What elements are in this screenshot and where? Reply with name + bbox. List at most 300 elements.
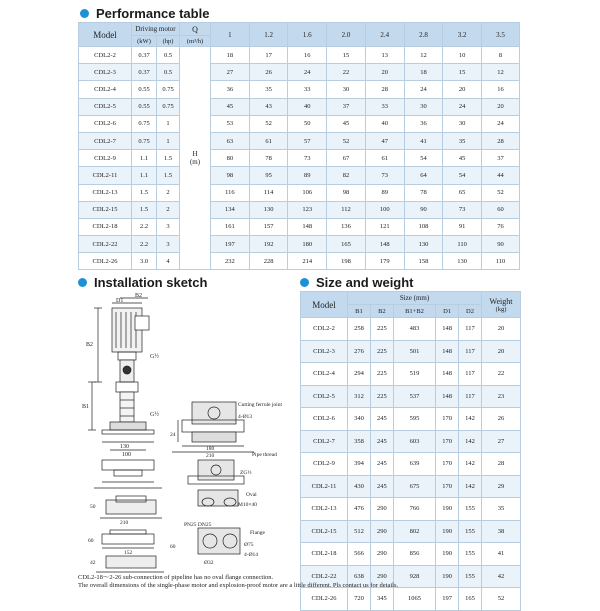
performance-table	[78, 22, 520, 270]
col-kw: (kW)	[132, 36, 157, 47]
cell-hp: 1.5	[157, 150, 180, 167]
head-label: H	[192, 150, 198, 159]
cell-model: CDL2-4	[301, 363, 348, 386]
col-weight	[482, 292, 521, 318]
cell-w: 26	[482, 408, 521, 431]
cell-model: CDL2-15	[79, 201, 132, 218]
cell-kw: 1.1	[132, 150, 157, 167]
cell-head: 41	[404, 132, 443, 149]
cell-head: 52	[482, 184, 520, 201]
cell-head: 148	[365, 236, 404, 253]
cell-head: 76	[482, 218, 520, 235]
cell-b2: 245	[370, 453, 393, 476]
cell-head: 40	[365, 115, 404, 132]
cell-b1b2: 483	[393, 318, 435, 341]
cell-head: 24	[443, 98, 482, 115]
table-row	[79, 98, 520, 115]
cell-d2: 142	[459, 430, 482, 453]
installation-title-block	[78, 275, 207, 290]
flow-header: 1	[211, 23, 250, 47]
size-body	[301, 318, 521, 611]
table-row	[79, 150, 520, 167]
cell-head: 35	[249, 81, 288, 98]
cell-head: 78	[249, 150, 288, 167]
cell-model: CDL2-9	[301, 453, 348, 476]
cell-model: CDL2-13	[301, 498, 348, 521]
label-60b: 60	[170, 544, 176, 550]
cell-hp: 0.75	[157, 81, 180, 98]
label-zg: ZG½	[240, 470, 252, 476]
cell-w: 20	[482, 340, 521, 363]
cell-model: CDL2-3	[301, 340, 348, 363]
cell-hp: 3	[157, 236, 180, 253]
table-row	[301, 588, 521, 611]
cell-kw: 2.2	[132, 236, 157, 253]
cell-b1b2: 675	[393, 475, 435, 498]
cell-head: 37	[482, 150, 520, 167]
cell-kw: 0.55	[132, 98, 157, 115]
cell-head: 8	[482, 47, 520, 64]
cell-b1: 430	[348, 475, 371, 498]
cell-head: 24	[288, 64, 327, 81]
cell-model: CDL2-22	[79, 236, 132, 253]
cell-b1: 720	[348, 588, 371, 611]
cell-b1b2: 856	[393, 543, 435, 566]
cell-head: 228	[249, 253, 288, 270]
cell-head: 22	[327, 64, 366, 81]
col-b1: B1	[348, 305, 371, 318]
label-4x14: 4-Ø14	[244, 552, 259, 558]
cell-d1: 170	[436, 453, 459, 476]
bullet-icon	[300, 278, 309, 287]
cell-b1: 476	[348, 498, 371, 521]
cell-head: 73	[288, 150, 327, 167]
cell-head: 130	[404, 236, 443, 253]
footnote-2: The overall dimensions of the single-phase motor and explosion-proof motor are a little different. Pls contact us for details.	[78, 582, 399, 589]
cell-head: 60	[482, 201, 520, 218]
cell-kw: 2.2	[132, 218, 157, 235]
flow-header: 1.2	[249, 23, 288, 47]
cell-d1: 197	[436, 588, 459, 611]
table-row	[79, 132, 520, 149]
cell-model: CDL2-5	[301, 385, 348, 408]
flow-header: 3.5	[482, 23, 520, 47]
cell-head: 130	[443, 253, 482, 270]
cell-head: 26	[249, 64, 288, 81]
bullet-icon	[78, 278, 87, 287]
performance-body	[79, 47, 520, 270]
cell-head: 180	[288, 236, 327, 253]
label-b2-side: B2	[86, 342, 94, 348]
cell-b2: 245	[370, 408, 393, 431]
cell-model: CDL2-4	[79, 81, 132, 98]
table-row	[301, 475, 521, 498]
cell-head: 16	[482, 81, 520, 98]
footnote-1: CDL2-18～2-26 sub-connection of pipeline has no oval flange connection.	[78, 574, 274, 581]
cell-head: 20	[443, 81, 482, 98]
cell-head: 148	[288, 218, 327, 235]
cell-b1: 512	[348, 520, 371, 543]
cell-model: CDL2-6	[301, 408, 348, 431]
label-24: 24	[170, 432, 176, 438]
cell-head: 28	[482, 132, 520, 149]
cell-d1: 190	[436, 520, 459, 543]
cell-b1b2: 603	[393, 430, 435, 453]
cell-b1: 394	[348, 453, 371, 476]
col-d2: D2	[459, 305, 482, 318]
col-b1b2: B1+B2	[393, 305, 435, 318]
cell-kw: 0.37	[132, 47, 157, 64]
cell-hp: 1	[157, 132, 180, 149]
cell-kw: 1.5	[132, 184, 157, 201]
cell-head: 90	[482, 236, 520, 253]
size-title-block	[300, 275, 414, 290]
label-60: 60	[88, 538, 94, 544]
cell-kw: 0.55	[132, 81, 157, 98]
flow-header: 1.6	[288, 23, 327, 47]
cell-hp: 1	[157, 115, 180, 132]
cell-head: 27	[211, 64, 250, 81]
cell-head: 134	[211, 201, 250, 218]
table-row	[301, 430, 521, 453]
cell-head: 12	[482, 64, 520, 81]
cell-model: CDL2-13	[79, 184, 132, 201]
cell-head: 63	[211, 132, 250, 149]
label-b1: B1	[82, 404, 90, 410]
label-42: 42	[90, 560, 96, 566]
label-d1: D1	[116, 298, 124, 304]
cell-model: CDL2-2	[79, 47, 132, 64]
cell-w: 20	[482, 318, 521, 341]
cell-kw: 3.0	[132, 253, 157, 270]
cell-model: CDL2-18	[79, 218, 132, 235]
cell-d1: 190	[436, 565, 459, 588]
label-pn25: PN25 DN25	[184, 522, 212, 528]
cell-model: CDL2-11	[79, 167, 132, 184]
cell-model: CDL2-9	[79, 150, 132, 167]
col-weight-label: Weight	[489, 296, 513, 306]
table-row	[301, 340, 521, 363]
cell-head: 30	[404, 98, 443, 115]
table-row	[79, 236, 520, 253]
cell-head: 110	[482, 253, 520, 270]
cell-head: 37	[327, 98, 366, 115]
label-32: Ø32	[204, 560, 214, 566]
cell-model: CDL2-3	[79, 64, 132, 81]
cell-head: 30	[443, 115, 482, 132]
cell-d2: 142	[459, 453, 482, 476]
cell-head: 198	[327, 253, 366, 270]
cell-head: 43	[249, 98, 288, 115]
cell-head: 54	[404, 150, 443, 167]
cell-d1: 190	[436, 498, 459, 521]
table-row	[79, 218, 520, 235]
cell-head: 106	[288, 184, 327, 201]
cell-b2: 225	[370, 363, 393, 386]
cell-b1b2: 519	[393, 363, 435, 386]
cell-model: CDL2-22	[301, 565, 348, 588]
cell-w: 52	[482, 588, 521, 611]
col-weight-unit: (kg)	[495, 305, 507, 313]
cell-kw: 0.75	[132, 115, 157, 132]
cell-b1b2: 501	[393, 340, 435, 363]
col-q: Q	[180, 23, 211, 36]
flow-header: 2.8	[404, 23, 443, 47]
cell-kw: 0.75	[132, 132, 157, 149]
cell-head: 161	[211, 218, 250, 235]
cell-head: 20	[482, 98, 520, 115]
cell-d2: 165	[459, 588, 482, 611]
cell-b1b2: 928	[393, 565, 435, 588]
cell-w: 42	[482, 565, 521, 588]
cell-d1: 170	[436, 430, 459, 453]
cell-d2: 142	[459, 475, 482, 498]
cell-d1: 170	[436, 475, 459, 498]
table-row	[79, 64, 520, 81]
cell-d2: 117	[459, 363, 482, 386]
cell-model: CDL2-18	[301, 543, 348, 566]
cell-kw: 1.5	[132, 201, 157, 218]
cell-head: 116	[211, 184, 250, 201]
cell-head: 44	[482, 167, 520, 184]
label-210: 210	[206, 453, 215, 459]
cell-head: 57	[288, 132, 327, 149]
performance-title: Performance table	[96, 6, 210, 21]
head-column	[180, 47, 211, 270]
cell-d2: 117	[459, 340, 482, 363]
table-row	[301, 453, 521, 476]
cell-head: 16	[288, 47, 327, 64]
cell-head: 45	[327, 115, 366, 132]
cell-hp: 4	[157, 253, 180, 270]
col-hp: (hp)	[157, 36, 180, 47]
label-100: 100	[122, 452, 131, 458]
cell-hp: 2	[157, 201, 180, 218]
cell-head: 15	[443, 64, 482, 81]
cell-kw: 0.37	[132, 64, 157, 81]
label-b2: B2	[135, 293, 143, 299]
cell-b2: 290	[370, 565, 393, 588]
cell-head: 73	[443, 201, 482, 218]
cell-w: 23	[482, 385, 521, 408]
cell-b1: 294	[348, 363, 371, 386]
cell-head: 24	[482, 115, 520, 132]
col-q-unit: (m³/h)	[180, 36, 211, 47]
cell-d2: 155	[459, 565, 482, 588]
cell-head: 30	[327, 81, 366, 98]
cell-model: CDL2-7	[301, 430, 348, 453]
cell-model: CDL2-26	[79, 253, 132, 270]
size-title: Size and weight	[316, 275, 414, 290]
cell-b2: 225	[370, 340, 393, 363]
cell-head: 98	[327, 184, 366, 201]
table-row	[79, 253, 520, 270]
cell-head: 78	[404, 184, 443, 201]
cell-d2: 155	[459, 498, 482, 521]
col-size: Size (mm)	[348, 292, 482, 305]
cell-head: 18	[404, 64, 443, 81]
cell-head: 114	[249, 184, 288, 201]
cell-b1b2: 595	[393, 408, 435, 431]
cell-model: CDL2-15	[301, 520, 348, 543]
cell-b1: 340	[348, 408, 371, 431]
cell-d1: 148	[436, 385, 459, 408]
cell-head: 100	[365, 201, 404, 218]
table-row	[79, 81, 520, 98]
cell-head: 80	[211, 150, 250, 167]
cell-b1b2: 766	[393, 498, 435, 521]
cell-head: 10	[443, 47, 482, 64]
cell-b2: 225	[370, 318, 393, 341]
cell-model: CDL2-26	[301, 588, 348, 611]
label-130: 130	[120, 444, 129, 450]
label-50: 50	[90, 504, 96, 510]
table-row	[301, 318, 521, 341]
cell-w: 38	[482, 520, 521, 543]
col-b2: B2	[370, 305, 393, 318]
label-4x13: 4-Ø13	[238, 414, 253, 420]
cell-head: 157	[249, 218, 288, 235]
cell-head: 36	[211, 81, 250, 98]
cell-head: 15	[327, 47, 366, 64]
cell-hp: 3	[157, 218, 180, 235]
cell-d2: 155	[459, 543, 482, 566]
cell-w: 28	[482, 453, 521, 476]
cell-head: 192	[249, 236, 288, 253]
cell-head: 121	[365, 218, 404, 235]
label-75: Ø75	[244, 542, 254, 548]
cell-head: 90	[404, 201, 443, 218]
cell-head: 112	[327, 201, 366, 218]
cell-head: 95	[249, 167, 288, 184]
label-m10: M10×40	[238, 502, 257, 508]
cell-model: CDL2-11	[301, 475, 348, 498]
cell-head: 123	[288, 201, 327, 218]
cell-head: 40	[288, 98, 327, 115]
cell-d1: 148	[436, 363, 459, 386]
cell-head: 12	[404, 47, 443, 64]
table-row	[301, 520, 521, 543]
cell-b2: 225	[370, 385, 393, 408]
cell-head: 67	[327, 150, 366, 167]
cell-head: 52	[327, 132, 366, 149]
cell-b1: 258	[348, 318, 371, 341]
label-flange: Flange	[250, 530, 265, 536]
cell-d1: 148	[436, 340, 459, 363]
cell-d2: 117	[459, 385, 482, 408]
cell-head: 33	[365, 98, 404, 115]
cell-head: 45	[443, 150, 482, 167]
cell-head: 45	[211, 98, 250, 115]
cell-hp: 1.5	[157, 167, 180, 184]
cell-b2: 345	[370, 588, 393, 611]
label-oval: Oval	[246, 492, 257, 498]
cell-b2: 290	[370, 520, 393, 543]
table-row	[79, 184, 520, 201]
cell-hp: 0.5	[157, 47, 180, 64]
label-180: 180	[206, 446, 215, 452]
label-g2: G½	[150, 412, 159, 418]
cell-hp: 0.5	[157, 64, 180, 81]
col-driving-motor: Driving motor	[132, 23, 180, 36]
cell-d2: 142	[459, 408, 482, 431]
cell-w: 27	[482, 430, 521, 453]
cell-head: 214	[288, 253, 327, 270]
cell-head: 110	[443, 236, 482, 253]
cell-head: 18	[211, 47, 250, 64]
flow-header: 2.0	[327, 23, 366, 47]
cell-model: CDL2-2	[301, 318, 348, 341]
cell-b2: 245	[370, 430, 393, 453]
cell-d1: 190	[436, 543, 459, 566]
bullet-icon	[80, 9, 89, 18]
table-row	[301, 543, 521, 566]
head-unit: (m)	[189, 158, 201, 167]
cell-w: 41	[482, 543, 521, 566]
table-row	[79, 115, 520, 132]
cell-model: CDL2-6	[79, 115, 132, 132]
pump-elevation-drawing	[88, 298, 154, 450]
label-210-b: 210	[120, 520, 129, 526]
cell-d2: 117	[459, 318, 482, 341]
cell-hp: 2	[157, 184, 180, 201]
cell-hp: 0.75	[157, 98, 180, 115]
table-row	[301, 408, 521, 431]
cell-model: CDL2-5	[79, 98, 132, 115]
cell-b1b2: 1065	[393, 588, 435, 611]
cell-w: 22	[482, 363, 521, 386]
cell-head: 61	[365, 150, 404, 167]
cell-head: 61	[249, 132, 288, 149]
cell-head: 165	[327, 236, 366, 253]
cell-head: 65	[443, 184, 482, 201]
cell-head: 136	[327, 218, 366, 235]
cell-d2: 155	[459, 520, 482, 543]
cell-head: 33	[288, 81, 327, 98]
cell-b2: 290	[370, 543, 393, 566]
cell-head: 53	[211, 115, 250, 132]
performance-title-block	[80, 6, 209, 21]
table-row	[301, 498, 521, 521]
cell-head: 47	[365, 132, 404, 149]
cell-head: 54	[443, 167, 482, 184]
cell-b1: 312	[348, 385, 371, 408]
flow-header: 3.2	[443, 23, 482, 47]
cell-head: 130	[249, 201, 288, 218]
cell-b1: 276	[348, 340, 371, 363]
label-g1: G½	[150, 354, 159, 360]
cell-b1b2: 802	[393, 520, 435, 543]
size-weight-table	[300, 291, 521, 611]
cell-head: 89	[365, 184, 404, 201]
col-model: Model	[79, 23, 132, 47]
cell-b1: 638	[348, 565, 371, 588]
cell-b1b2: 537	[393, 385, 435, 408]
cell-head: 50	[288, 115, 327, 132]
cell-b1: 566	[348, 543, 371, 566]
cell-head: 20	[365, 64, 404, 81]
label-cutting-joint: Cutting ferrule joint	[238, 402, 282, 408]
cell-head: 17	[249, 47, 288, 64]
flow-header: 2.4	[365, 23, 404, 47]
cell-b1: 358	[348, 430, 371, 453]
cell-head: 232	[211, 253, 250, 270]
cell-head: 13	[365, 47, 404, 64]
label-pipe-thread: Pipe thread	[252, 452, 277, 458]
installation-sketch	[80, 290, 295, 580]
cell-head: 28	[365, 81, 404, 98]
col-model: Model	[301, 292, 348, 318]
